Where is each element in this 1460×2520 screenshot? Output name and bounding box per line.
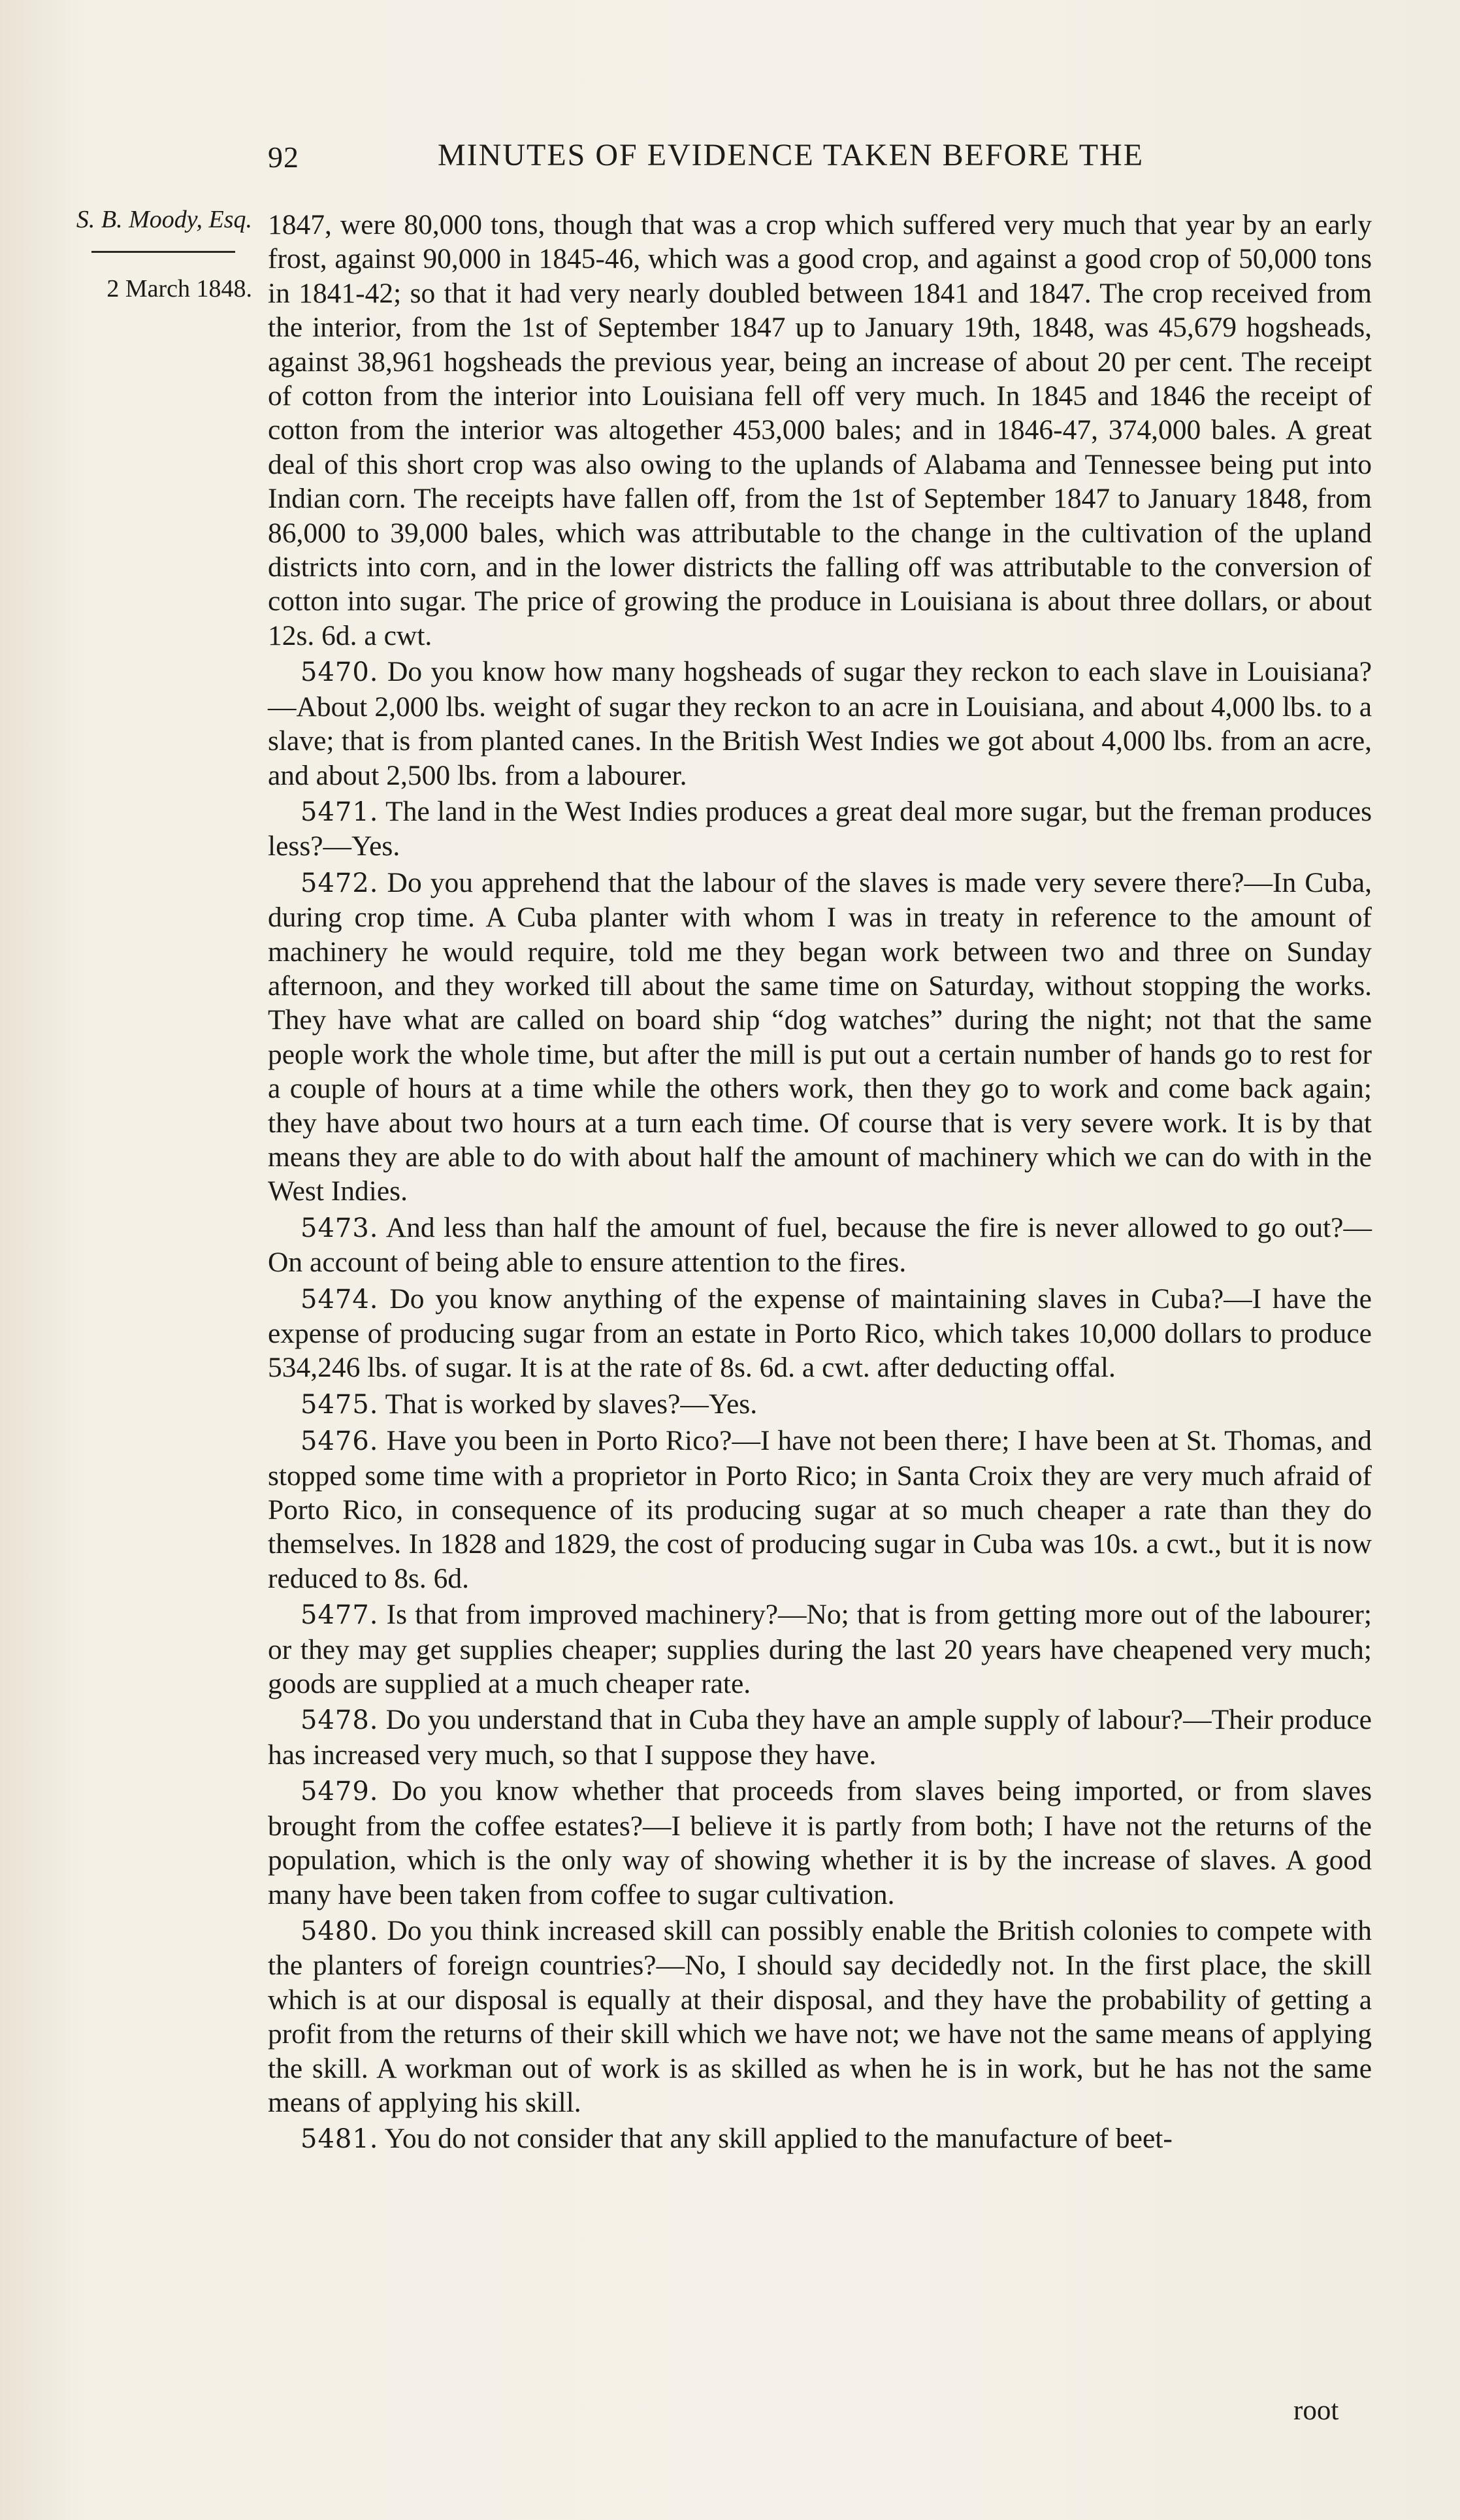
paragraph-text: Do you apprehend that the labour of the slaves is made very severe there?—In Cuba, during crop time. A Cuba planter with whom I was in treaty in reference to the amount of machinery he would require, told me they began work between two and three on Sunday afternoon, and they worked till about the same time on Saturday, without stopping the works. They have what are called on board ship “dog watches” during the night; not that the same people work the whole time, but after the mill is put out a certain number of hands go to rest for a couple of hours at a time while the others work, then they go to work and come back again; they have about two hours at a turn each time. Of course that is very severe work. It is by that means they are able to do with about half the amount of machinery which we can do with in the West Indies.: [268, 866, 1372, 1207]
paragraph-text: Do you know how many hogsheads of sugar they reckon to each slave in Louisiana?—About 2,000 lbs. weight of sugar they reckon to an acre in Louisiana, and about 4,000 lbs. to a slave; that is from planted canes. In the British West Indies we got about 4,000 lbs. from an acre, and about 2,500 lbs. from a labourer.: [268, 656, 1372, 791]
question-5472: [268, 866, 1372, 1209]
paragraph-text: Do you think increased skill can possibly enable the British colonies to compete with the planters of foreign countries?—No, I should say decidedly not. In the first place, the skill which is at our disposal is equally at their disposal, and they have the probability of getting a profit from the returns of their skill which we have not; we have not the same means of applying the skill. A workman out of work is as skilled as when he is in work, but he has not the same means of applying his skill.: [268, 1914, 1372, 2118]
evidence-text: [268, 208, 1372, 2157]
question-number: 5477.: [300, 1600, 379, 1631]
paragraph-text: Have you been in Porto Rico?—I have not been there; I have been at St. Thomas, and stopped some time with a proprietor in Porto Rico; in Santa Croix they are very much afraid of Porto Rico, in consequence of its producing sugar at so much cheaper a rate than they do themselves. In 1828 and 1829, the cost of producing sugar in Cuba was 10s. a cwt., but it is now reduced to 8s. 6d.: [268, 1425, 1372, 1594]
question-number: 5470.: [300, 657, 379, 688]
question-number: 5472.: [300, 868, 379, 898]
catchword: root: [1293, 2395, 1339, 2426]
question-5473: [268, 1211, 1372, 1280]
question-5474: [268, 1282, 1372, 1385]
question-5471: [268, 794, 1372, 864]
question-number: 5475.: [300, 1389, 379, 1420]
paragraph-continuation: [268, 208, 1372, 653]
paragraph-text: 1847, were 80,000 tons, though that was a crop which suffered very much that year by an early frost, against 90,000 in 1845-46, which was a good crop, and against a good crop of 50,000 tons in 1841-42; so that it had very nearly doubled between 1841 and 1847. The crop received from the interior, from the 1st of September 1847 up to January 19th, 1848, was 45,679 hogsheads, against 38,961 hogsheads the previous year, being an increase of about 20 per cent. The receipt of cotton from the interior into Louisiana fell off very much. In 1845 and 1846 the receipt of cotton from the interior was altogether 453,000 bales; and in 1846-47, 374,000 bales. A great deal of this short crop was also owing to the uplands of Alabama and Tennessee being put into Indian corn. The receipts have fallen off, from the 1st of September 1847 to January 1848, from 86,000 to 39,000 bales, which was attributable to the change in the cultivation of the upland districts into corn, and in the lower districts the falling off was attributable to the conversion of cotton into sugar. The price of growing the produce in Louisiana is about three dollars, or about 12s. 6d. a cwt.: [268, 209, 1372, 651]
question-number: 5481.: [300, 2124, 379, 2155]
question-number: 5479.: [300, 1776, 379, 1807]
question-5481: [268, 2121, 1372, 2156]
question-5475: [268, 1387, 1372, 1422]
paragraph-text: You do not consider that any skill applied to the manufacture of beet-: [384, 2123, 1173, 2155]
question-5480: [268, 1914, 1372, 2119]
question-number: 5478.: [300, 1705, 379, 1736]
running-head: MINUTES OF EVIDENCE TAKEN BEFORE THE: [438, 138, 1144, 172]
paragraph-text: The land in the West Indies produces a great deal more sugar, but the freman produces less?—Yes.: [268, 795, 1372, 862]
margin-date: 2 March 1848.: [106, 275, 252, 303]
page-number: 92: [268, 140, 299, 174]
question-5477: [268, 1597, 1372, 1701]
margin-divider: [91, 251, 235, 253]
question-5478: [268, 1703, 1372, 1772]
paragraph-text: Do you know whether that proceeds from slaves being imported, or from slaves brought from the coffee estates?—I believe it is partly from both; I have not the returns of the population, which is the only way of showing whether it is by the increase of slaves. A good many have been taken from coffee to sugar cultivation.: [268, 1775, 1372, 1910]
question-5470: [268, 655, 1372, 793]
question-number: 5480.: [300, 1916, 379, 1946]
paragraph-text: And less than half the amount of fuel, because the fire is never allowed to go out?—On account of being able to ensure attention to the fires.: [268, 1211, 1372, 1279]
margin-witness-name: S. B. Moody, Esq.: [76, 206, 252, 233]
question-number: 5473.: [300, 1213, 379, 1243]
page-header: [268, 131, 1378, 183]
question-number: 5471.: [300, 796, 379, 827]
paragraph-text: Is that from improved machinery?—No; that is from getting more out of the labourer; or they may get supplies cheaper; supplies during the last 20 years have cheapened very much; goods are supplied at a much cheaper rate.: [268, 1599, 1372, 1700]
paragraph-text: Do you understand that in Cuba they have an ample supply of labour?—Their produce has increased very much, so that I suppose they have.: [268, 1704, 1372, 1771]
question-5479: [268, 1774, 1372, 1912]
question-number: 5474.: [300, 1284, 379, 1315]
question-5476: [268, 1424, 1372, 1595]
paragraph-text: That is worked by slaves?—Yes.: [385, 1388, 758, 1420]
question-number: 5476.: [300, 1426, 379, 1457]
paragraph-text: Do you know anything of the expense of maintaining slaves in Cuba?—I have the expense of producing sugar from an estate in Porto Rico, which takes 10,000 dollars to produce 534,246 lbs. of sugar. It is at the rate of 8s. 6d. a cwt. after deducting offal.: [268, 1283, 1372, 1384]
